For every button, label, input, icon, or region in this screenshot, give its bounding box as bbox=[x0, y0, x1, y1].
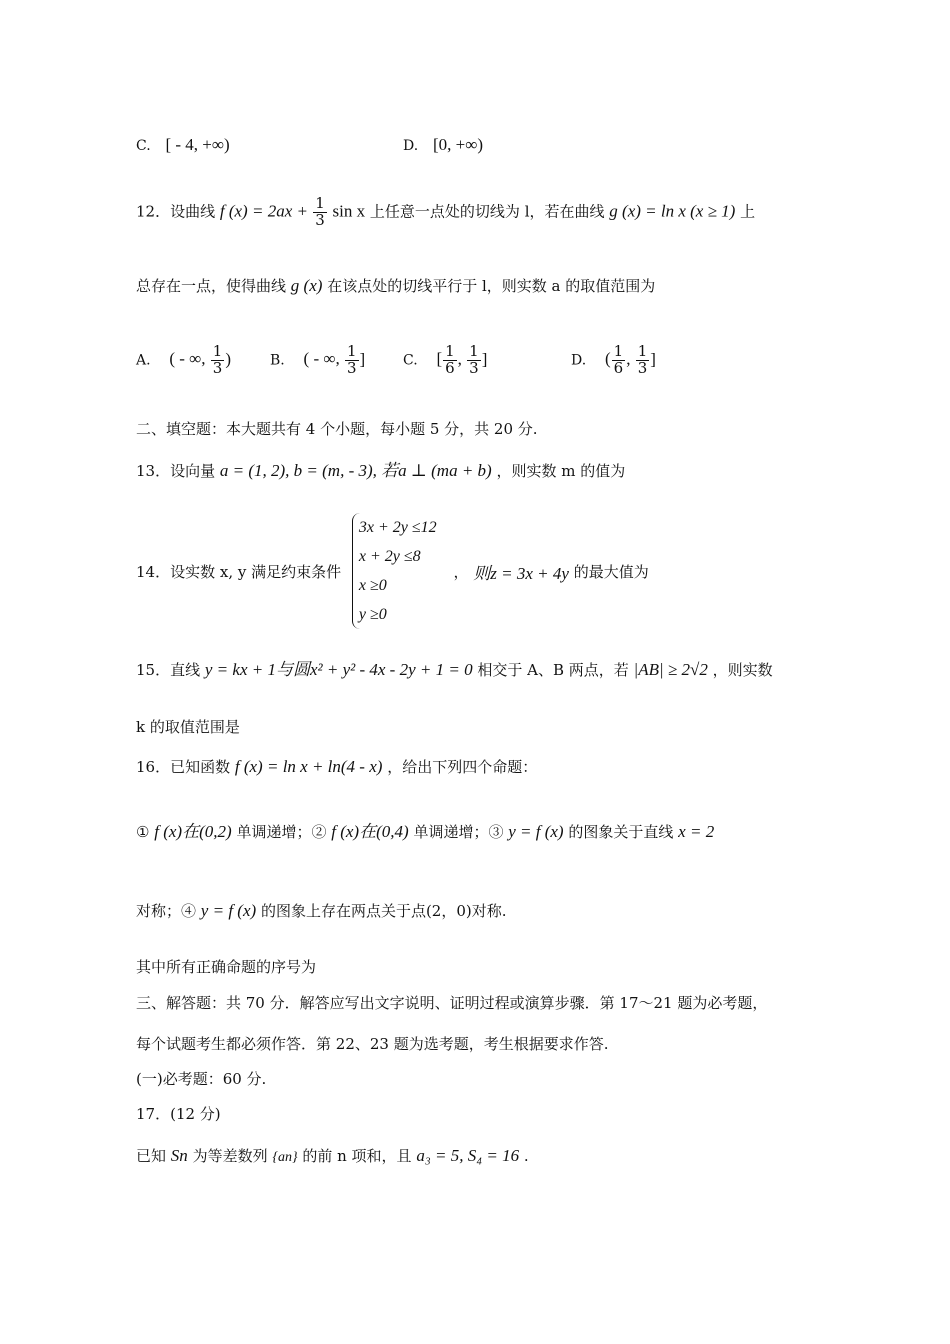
constraint: 3x + 2y ≤12 bbox=[358, 519, 437, 536]
section-3-line2: 每个试题考生都必须作答．第 22、23 题为选考题，考生根据要求作答. bbox=[136, 1035, 609, 1053]
q12-text: 上任意一点处的切线为 l，若在曲线 bbox=[369, 202, 605, 221]
q15-text: 15．直线 bbox=[136, 661, 201, 679]
q16-text: 单调递增；③ bbox=[413, 823, 504, 841]
fraction bbox=[345, 344, 359, 377]
q12-text: 总存在一点，使得曲线 bbox=[136, 277, 287, 295]
q12-gx: g (x) bbox=[290, 276, 323, 295]
q16-text: 对称；④ bbox=[136, 902, 197, 920]
option-value: [ - 4, +∞) bbox=[165, 135, 230, 154]
q13-text: ，则实数 m 的值为 bbox=[496, 462, 626, 480]
q16-line1 bbox=[136, 756, 537, 777]
q17-text: 已知 bbox=[136, 1147, 167, 1165]
q12-gx: g (x) = ln x (x ≥ 1) bbox=[609, 201, 736, 221]
q17-text: 为等差数列 bbox=[192, 1147, 268, 1165]
fraction bbox=[612, 344, 626, 377]
q16-text: 单调递增；② bbox=[236, 823, 327, 841]
q17-sn: Sn bbox=[170, 1146, 188, 1165]
fraction-denominator: 3 bbox=[315, 210, 325, 229]
fraction-denominator: 3 bbox=[637, 358, 648, 377]
fraction bbox=[443, 344, 457, 377]
fraction-denominator: 6 bbox=[445, 358, 455, 377]
q16-line2 bbox=[136, 817, 714, 842]
option-bracket: [ bbox=[436, 349, 443, 369]
q16-text: 的图象上存在两点关于点(2，0)对称. bbox=[260, 902, 507, 920]
q14-text: 14．设实数 x, y 满足约束条件 bbox=[136, 562, 342, 581]
q14-math: 则z = 3x + 4y bbox=[473, 563, 569, 583]
q16-text: 的图象关于直线 bbox=[568, 823, 674, 841]
q12-option-a bbox=[136, 344, 231, 377]
option-label: D. bbox=[571, 352, 587, 369]
option-sep: , bbox=[626, 349, 635, 369]
fraction-numerator: 1 bbox=[613, 342, 624, 360]
constraint: x ≥0 bbox=[358, 577, 387, 594]
q17-text: . bbox=[523, 1147, 529, 1165]
option-label: A. bbox=[136, 352, 151, 369]
option-bracket: ) bbox=[225, 349, 232, 369]
q16-text: ① bbox=[136, 823, 150, 841]
q15-ab: |AB| ≥ 2√2 bbox=[633, 660, 708, 679]
option-label: C. bbox=[403, 352, 418, 369]
section-3-line1: 三、解答题：共 70 分．解答应写出文字说明、证明过程或演算步骤．第 17～21 题为必考题， bbox=[136, 994, 768, 1012]
q15-text: 相交于 A、B 两点，若 bbox=[477, 661, 629, 679]
q17-heading: 17．(12 分) bbox=[136, 1105, 221, 1123]
option-bracket: ( - ∞, bbox=[169, 349, 210, 369]
fraction-numerator: 1 bbox=[469, 342, 479, 360]
option-bracket: ( - ∞, bbox=[303, 349, 344, 369]
option-sep: , bbox=[457, 349, 467, 369]
q16-text: 16．已知函数 bbox=[136, 758, 231, 776]
fraction-numerator: 1 bbox=[212, 342, 223, 360]
q15-text: ，则实数 bbox=[712, 661, 773, 679]
option-bracket: ] bbox=[650, 349, 656, 369]
q12-sin: sin x bbox=[332, 201, 366, 221]
q16-math: y = f (x) bbox=[200, 901, 257, 920]
q13-math: a = (1, 2), b = (m, - 3), 若a ⊥ (ma + b) bbox=[219, 461, 492, 480]
q12-number: 12．设曲线 bbox=[136, 202, 216, 221]
q12-line1 bbox=[136, 196, 755, 229]
q15-line2: k 的取值范围是 bbox=[136, 718, 240, 736]
q12-text-end: 上 bbox=[740, 202, 756, 221]
fraction bbox=[211, 344, 225, 377]
q16-math: f (x)在(0,2) bbox=[154, 822, 232, 841]
option-bracket: ( bbox=[604, 349, 611, 369]
fraction-numerator: 1 bbox=[315, 194, 325, 212]
q16-math: f (x)在(0,4) bbox=[331, 822, 409, 841]
q16-math: f (x) = ln x + ln(4 - x) bbox=[234, 757, 383, 776]
q16-math: x = 2 bbox=[678, 822, 715, 841]
option-label: D. bbox=[403, 138, 419, 154]
fraction bbox=[636, 344, 650, 377]
q14-comma: ， bbox=[453, 562, 469, 581]
fraction-denominator: 6 bbox=[613, 358, 624, 377]
option-label: B. bbox=[270, 352, 285, 369]
q16-line4: 其中所有正确命题的序号为 bbox=[136, 958, 317, 976]
fraction bbox=[467, 344, 481, 377]
section-3-line3: (一)必考题：60 分. bbox=[136, 1070, 267, 1088]
q13 bbox=[136, 456, 625, 481]
q16-line3 bbox=[136, 900, 507, 921]
q12-option-d bbox=[571, 344, 656, 377]
q15-math: y = kx + 1与圆x² + y² - 4x - 2y + 1 = 0 bbox=[204, 660, 473, 679]
q16-math: y = f (x) bbox=[508, 822, 564, 841]
option-bracket: ] bbox=[481, 349, 488, 369]
fraction-numerator: 1 bbox=[346, 342, 357, 360]
q17-line bbox=[136, 1145, 529, 1166]
fraction-denominator: 3 bbox=[469, 358, 479, 377]
q12-line2 bbox=[136, 275, 655, 296]
constraint: y ≥0 bbox=[358, 606, 387, 623]
q14-text: 的最大值为 bbox=[573, 562, 649, 581]
q11-option-c bbox=[136, 135, 230, 155]
q13-text: 13．设向量 bbox=[136, 462, 216, 480]
q14 bbox=[136, 513, 649, 629]
q12-option-c bbox=[403, 344, 487, 377]
option-bracket: ] bbox=[359, 349, 366, 369]
q11-option-d bbox=[403, 135, 483, 155]
q12-option-b bbox=[270, 344, 365, 377]
fraction-numerator: 1 bbox=[637, 342, 648, 360]
q17-an: {an} bbox=[272, 1150, 298, 1165]
option-label: C. bbox=[136, 138, 151, 154]
fraction bbox=[313, 196, 327, 229]
constraint-system bbox=[352, 513, 437, 629]
fraction-denominator: 3 bbox=[212, 358, 223, 377]
q16-text: ，给出下列四个命题： bbox=[387, 758, 538, 776]
q17-text: 的前 n 项和，且 bbox=[302, 1147, 412, 1165]
q12-fx: f (x) = 2ax + bbox=[219, 201, 313, 221]
q17-math: a₃ = 5, S₄ = 16 bbox=[416, 1146, 520, 1165]
fraction-denominator: 3 bbox=[346, 358, 357, 377]
q12-text: 在该点处的切线平行于 l，则实数 a 的取值范围为 bbox=[327, 277, 656, 295]
q15-line1 bbox=[136, 655, 773, 680]
section-2-heading: 二、填空题：本大题共有 4 个小题，每小题 5 分，共 20 分. bbox=[136, 420, 538, 438]
fraction-numerator: 1 bbox=[445, 342, 455, 360]
option-value: [0, +∞) bbox=[432, 135, 483, 154]
constraint: x + 2y ≤8 bbox=[358, 548, 421, 565]
